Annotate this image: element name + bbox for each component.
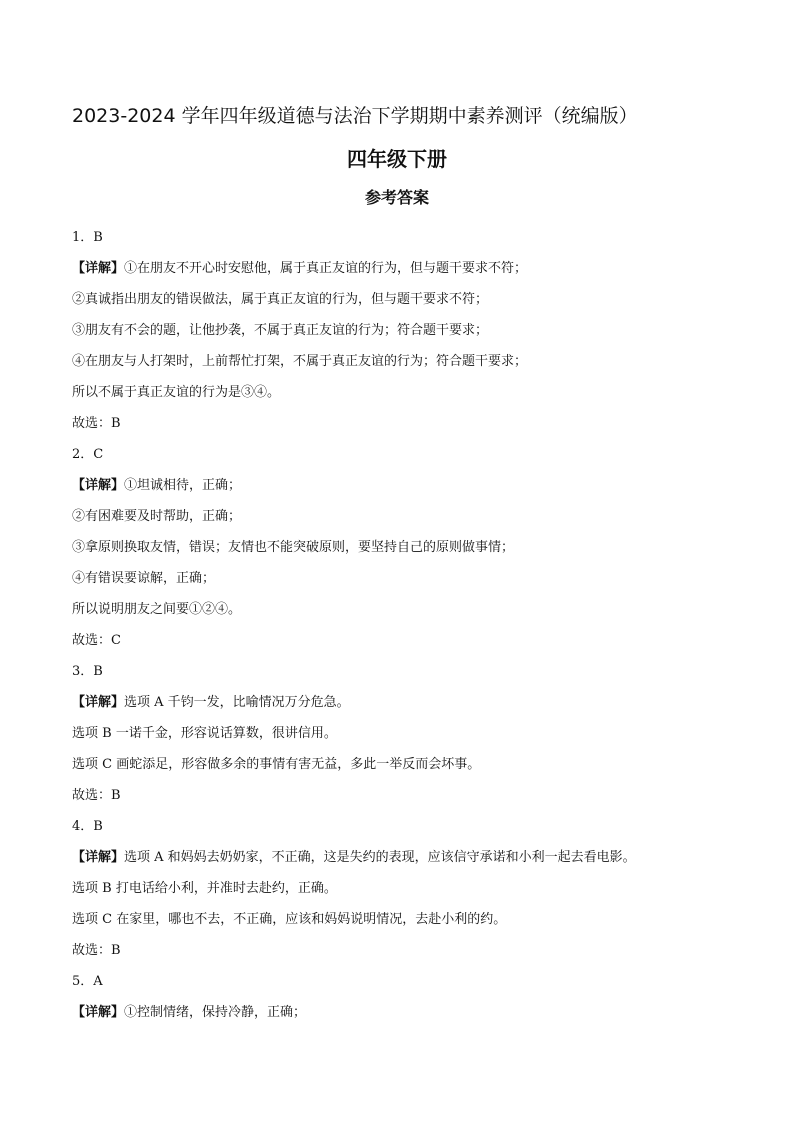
detail-line: ④在朋友与人打架时，上前帮忙打架，不属于真正友谊的行为；符合题干要求； — [72, 354, 528, 369]
answer-key-heading: 参考答案 — [364, 188, 429, 207]
detail-line: ③朋友有不会的题，让他抄袭，不属于真正友谊的行为；符合题干要求； — [72, 323, 489, 338]
detail-text: ①在朋友不开心时安慰他，属于真正友谊的行为，但与题干要求不符； — [124, 261, 528, 276]
document-title: 2023-2024 学年四年级道德与法治下学期期中素养测评（统编版） — [72, 105, 638, 127]
detail-line: 选项 C 画蛇添足，形容做多余的事情有害无益，多此一举反而会坏事。 — [72, 757, 481, 772]
detail-line: ③拿原则换取友情，错误；友情也不能突破原则，要坚持自己的原则做事情； — [72, 540, 515, 555]
answer-line: 故选：B — [72, 788, 121, 803]
question-number: 2．C — [72, 447, 104, 462]
detail-line: 所以说明朋友之间要①②④。 — [72, 602, 242, 617]
detail-line: 选项 C 在家里，哪也不去，不正确，应该和妈妈说明情况，去赴小利的约。 — [72, 912, 507, 927]
question-number: 1．B — [72, 230, 103, 245]
detail-tag: 【详解】 — [72, 1005, 125, 1020]
grade-heading: 四年级下册 — [347, 147, 447, 171]
detail-text: 选项 A 和妈妈去奶奶家，不正确，这是失约的表现，应该信守承诺和小利一起去看电影。 — [124, 850, 636, 865]
question-number: 3．B — [72, 664, 103, 679]
detail-line — [72, 470, 732, 501]
detail-line: 选项 B 一诺千金，形容说话算数，很讲信用。 — [72, 726, 337, 741]
question-number: 4．B — [72, 819, 103, 834]
answer-line: 故选：B — [72, 943, 121, 958]
answer-content — [72, 222, 732, 1028]
question-number: 5．A — [72, 974, 103, 989]
answer-line: 故选：C — [72, 633, 121, 648]
detail-tag: 【详解】 — [72, 261, 125, 276]
detail-tag: 【详解】 — [72, 850, 125, 865]
detail-tag: 【详解】 — [72, 478, 125, 493]
detail-line — [72, 997, 732, 1028]
detail-line: 选项 B 打电话给小利，并准时去赴约，正确。 — [72, 881, 337, 896]
detail-line: 所以不属于真正友谊的行为是③④。 — [72, 385, 281, 400]
detail-text: ①控制情绪，保持冷静，正确； — [124, 1005, 307, 1020]
detail-line: ②有困难要及时帮助，正确； — [72, 509, 242, 524]
detail-line: ④有错误要谅解，正确； — [72, 571, 216, 586]
detail-text: ①坦诚相待，正确； — [124, 478, 242, 493]
detail-line — [72, 687, 732, 718]
detail-text: 选项 A 千钧一发，比喻情况万分危急。 — [124, 695, 350, 710]
detail-line: ②真诚指出朋友的错误做法，属于真正友谊的行为，但与题干要求不符； — [72, 292, 489, 307]
detail-line — [72, 842, 732, 873]
detail-tag: 【详解】 — [72, 695, 125, 710]
answer-line: 故选：B — [72, 416, 121, 431]
detail-line — [72, 253, 732, 284]
